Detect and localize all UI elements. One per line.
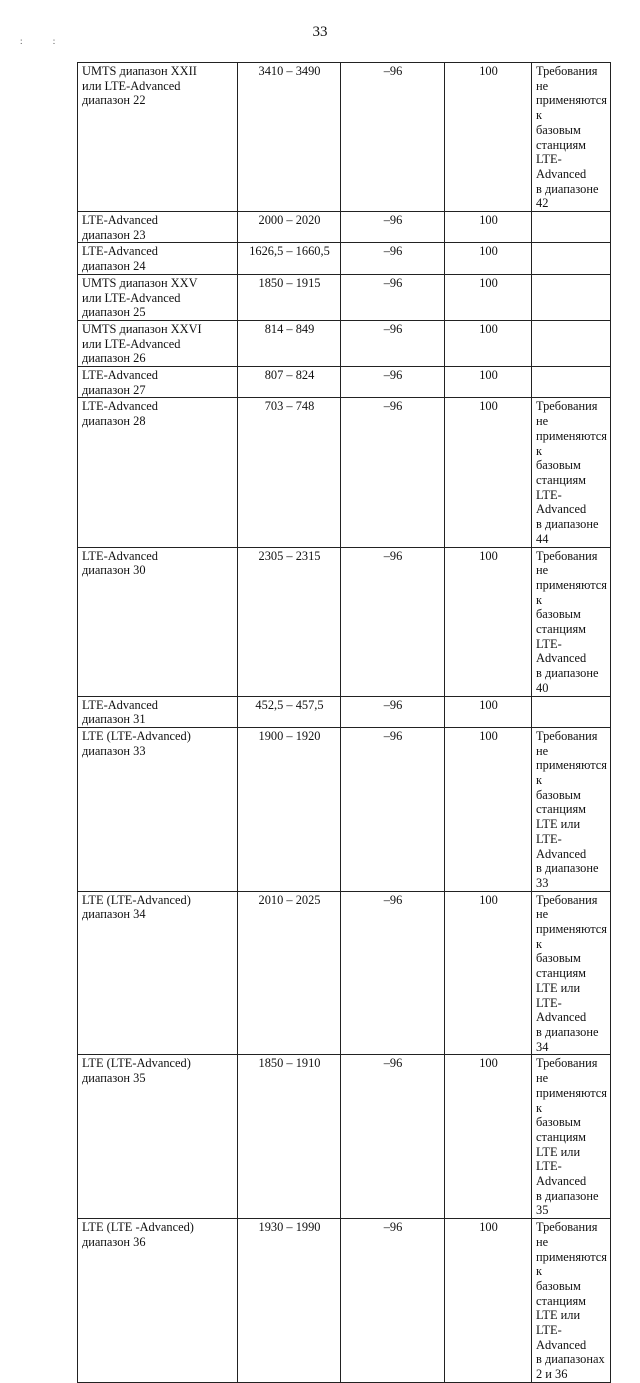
- distance-cell: 100: [445, 320, 532, 366]
- note-cell: [532, 320, 611, 366]
- band-cell: UMTS диапазон XXVI или LTE-Advanced диапазон 26: [78, 320, 238, 366]
- distance-cell: 100: [445, 727, 532, 891]
- level-cell: –96: [341, 320, 445, 366]
- band-cell: LTE-Advanced диапазон 31: [78, 696, 238, 727]
- table-row: [78, 1055, 611, 1219]
- frequency-range-cell: 452,5 – 457,5: [238, 696, 341, 727]
- note-cell: [532, 696, 611, 727]
- level-cell: –96: [341, 727, 445, 891]
- table-row: [78, 547, 611, 696]
- band-cell: LTE (LTE-Advanced) диапазон 35: [78, 1055, 238, 1219]
- table-row: [78, 367, 611, 398]
- distance-cell: 100: [445, 1055, 532, 1219]
- note-cell: Требования не применяются к базовым станциям LTE или LTE-Advanced в диапазоне 34: [532, 891, 611, 1055]
- note-cell: Требования не применяются к базовым станциям LTE или LTE-Advanced в диапазоне 35: [532, 1055, 611, 1219]
- frequency-range-cell: 2305 – 2315: [238, 547, 341, 696]
- note-cell: Требования не применяются к базовым станциям LTE-Advanced в диапазоне 44: [532, 398, 611, 547]
- table-row: [78, 243, 611, 274]
- note-cell: Требования не применяются к базовым станциям LTE-Advanced в диапазоне 42: [532, 63, 611, 212]
- level-cell: –96: [341, 547, 445, 696]
- level-cell: –96: [341, 1055, 445, 1219]
- band-cell: LTE (LTE-Advanced) диапазон 34: [78, 891, 238, 1055]
- band-cell: UMTS диапазон XXV или LTE-Advanced диапазон 25: [78, 274, 238, 320]
- note-cell: Требования не применяются к базовым станциям LTE или LTE-Advanced в диапазоне 33: [532, 727, 611, 891]
- note-cell: [532, 367, 611, 398]
- note-cell: Требования не применяются к базовым станциям LTE-Advanced в диапазоне 40: [532, 547, 611, 696]
- distance-cell: 100: [445, 547, 532, 696]
- level-cell: –96: [341, 1219, 445, 1383]
- band-cell: LTE-Advanced диапазон 24: [78, 243, 238, 274]
- band-cell: LTE (LTE -Advanced) диапазон 36: [78, 1219, 238, 1383]
- table-row: [78, 320, 611, 366]
- frequency-range-cell: 1850 – 1910: [238, 1055, 341, 1219]
- note-cell: [532, 274, 611, 320]
- table-body: [78, 63, 611, 1383]
- level-cell: –96: [341, 212, 445, 243]
- band-cell: LTE-Advanced диапазон 23: [78, 212, 238, 243]
- table-row: [78, 727, 611, 891]
- frequency-range-cell: 2010 – 2025: [238, 891, 341, 1055]
- band-cell: LTE (LTE-Advanced) диапазон 33: [78, 727, 238, 891]
- distance-cell: 100: [445, 696, 532, 727]
- distance-cell: 100: [445, 63, 532, 212]
- level-cell: –96: [341, 696, 445, 727]
- frequency-range-cell: 2000 – 2020: [238, 212, 341, 243]
- band-cell: LTE-Advanced диапазон 27: [78, 367, 238, 398]
- note-cell: [532, 212, 611, 243]
- level-cell: –96: [341, 243, 445, 274]
- frequency-bands-table: [77, 62, 611, 1383]
- frequency-range-cell: 1930 – 1990: [238, 1219, 341, 1383]
- table-row: [78, 274, 611, 320]
- level-cell: –96: [341, 63, 445, 212]
- page-number: 33: [312, 24, 328, 40]
- frequency-range-cell: 814 – 849: [238, 320, 341, 366]
- level-cell: –96: [341, 274, 445, 320]
- table-row: [78, 1219, 611, 1383]
- distance-cell: 100: [445, 274, 532, 320]
- note-cell: [532, 243, 611, 274]
- table-row: [78, 891, 611, 1055]
- level-cell: –96: [341, 367, 445, 398]
- margin-marks: : :: [20, 36, 70, 46]
- band-cell: UMTS диапазон XXII или LTE-Advanced диапазон 22: [78, 63, 238, 212]
- distance-cell: 100: [445, 367, 532, 398]
- distance-cell: 100: [445, 1219, 532, 1383]
- distance-cell: 100: [445, 212, 532, 243]
- table-row: [78, 212, 611, 243]
- band-cell: LTE-Advanced диапазон 30: [78, 547, 238, 696]
- level-cell: –96: [341, 891, 445, 1055]
- table-row: [78, 398, 611, 547]
- frequency-range-cell: 703 – 748: [238, 398, 341, 547]
- distance-cell: 100: [445, 243, 532, 274]
- distance-cell: 100: [445, 891, 532, 1055]
- frequency-range-cell: 1900 – 1920: [238, 727, 341, 891]
- note-cell: Требования не применяются к базовым станциям LTE или LTE-Advanced в диапазонах 2 и 36: [532, 1219, 611, 1383]
- distance-cell: 100: [445, 398, 532, 547]
- level-cell: –96: [341, 398, 445, 547]
- table-row: [78, 696, 611, 727]
- frequency-range-cell: 1626,5 – 1660,5: [238, 243, 341, 274]
- frequency-range-cell: 1850 – 1915: [238, 274, 341, 320]
- frequency-range-cell: 3410 – 3490: [238, 63, 341, 212]
- table-row: [78, 63, 611, 212]
- band-cell: LTE-Advanced диапазон 28: [78, 398, 238, 547]
- frequency-range-cell: 807 – 824: [238, 367, 341, 398]
